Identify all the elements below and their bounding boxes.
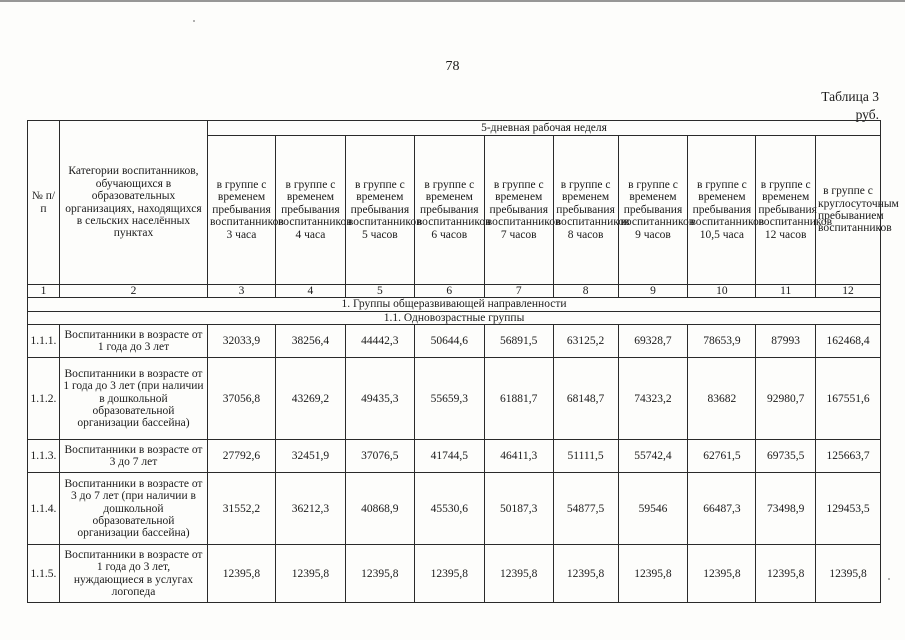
subsection-title: 1.1. Одновозрастные группы <box>28 311 881 324</box>
row-code: 1.1.1. <box>28 325 60 358</box>
row-value: 37056,8 <box>208 358 276 440</box>
row-value: 83682 <box>688 358 756 440</box>
table-row <box>28 440 881 473</box>
column-number: 11 <box>756 285 816 298</box>
row-value: 12395,8 <box>484 545 553 603</box>
row-value: 54877,5 <box>553 473 618 545</box>
row-value: 46411,3 <box>484 440 553 473</box>
header-category: Категории воспитанников, обучающихся в образовательных организациях, находящихся в сельских населённых пунктах <box>59 121 207 285</box>
tariff-table <box>27 120 899 603</box>
row-value: 69328,7 <box>618 325 688 358</box>
row-value: 43269,2 <box>275 358 345 440</box>
column-number: 5 <box>345 285 414 298</box>
row-category: Воспитанники в возрасте от 1 года до 3 лет <box>59 325 207 358</box>
row-value: 78653,9 <box>688 325 756 358</box>
row-value: 12395,8 <box>756 545 816 603</box>
scan-speck <box>888 578 890 580</box>
table-row <box>28 545 881 603</box>
row-value: 62761,5 <box>688 440 756 473</box>
row-value: 12395,8 <box>553 545 618 603</box>
row-category: Воспитанники в возрасте от 1 года до 3 лет (при наличии в дошкольной образовательной организации бассейна) <box>59 358 207 440</box>
row-code: 1.1.2. <box>28 358 60 440</box>
row-value: 12395,8 <box>414 545 484 603</box>
column-number: 7 <box>484 285 553 298</box>
header-col-11: в группе с временем пребывания воспитанников 12 часов <box>756 136 816 285</box>
section-title: 1. Группы общеразвивающей направленности <box>28 298 881 311</box>
table-unit: руб. <box>855 107 879 122</box>
column-number: 2 <box>59 285 207 298</box>
top-border-line <box>0 0 905 2</box>
row-value: 63125,2 <box>553 325 618 358</box>
row-code: 1.1.5. <box>28 545 60 603</box>
row-value: 162468,4 <box>816 325 881 358</box>
row-value: 51111,5 <box>553 440 618 473</box>
table-row <box>28 358 881 440</box>
row-value: 32033,9 <box>208 325 276 358</box>
row-category: Воспитанники в возрасте от 3 до 7 лет (при наличии в дошкольной образовательной организации бассейна) <box>59 473 207 545</box>
row-value: 36212,3 <box>275 473 345 545</box>
row-value: 41744,5 <box>414 440 484 473</box>
page-number: 78 <box>445 59 460 74</box>
row-value: 12395,8 <box>345 545 414 603</box>
row-value: 32451,9 <box>275 440 345 473</box>
scan-speck <box>193 20 195 22</box>
column-number: 4 <box>275 285 345 298</box>
row-code: 1.1.3. <box>28 440 60 473</box>
header-col-5: в группе с временем пребывания воспитанников 5 часов <box>345 136 414 285</box>
row-value: 44442,3 <box>345 325 414 358</box>
section-row <box>28 298 881 311</box>
row-value: 87993 <box>756 325 816 358</box>
row-value: 56891,5 <box>484 325 553 358</box>
header-col-9: в группе с временем пребывания воспитанников 9 часов <box>618 136 688 285</box>
row-value: 37076,5 <box>345 440 414 473</box>
header-col-4: в группе с временем пребывания воспитанников 4 часа <box>275 136 345 285</box>
row-value: 69735,5 <box>756 440 816 473</box>
row-value: 27792,6 <box>208 440 276 473</box>
row-code: 1.1.4. <box>28 473 60 545</box>
row-category: Воспитанники в возрасте от 3 до 7 лет <box>59 440 207 473</box>
row-value: 73498,9 <box>756 473 816 545</box>
header-col-10: в группе с временем пребывания воспитанников 10,5 часа <box>688 136 756 285</box>
row-value: 125663,7 <box>816 440 881 473</box>
row-value: 74323,2 <box>618 358 688 440</box>
column-number: 3 <box>208 285 276 298</box>
row-value: 12395,8 <box>208 545 276 603</box>
header-col-3: в группе с временем пребывания воспитанников 3 часа <box>208 136 276 285</box>
row-value: 12395,8 <box>618 545 688 603</box>
row-value: 61881,7 <box>484 358 553 440</box>
row-value: 12395,8 <box>816 545 881 603</box>
row-value: 38256,4 <box>275 325 345 358</box>
table-row <box>28 473 881 545</box>
row-value: 45530,6 <box>414 473 484 545</box>
row-value: 68148,7 <box>553 358 618 440</box>
row-value: 40868,9 <box>345 473 414 545</box>
row-category: Воспитанники в возрасте от 1 года до 3 лет, нуждающиеся в услугах логопеда <box>59 545 207 603</box>
row-value: 31552,2 <box>208 473 276 545</box>
row-value: 12395,8 <box>275 545 345 603</box>
column-number: 6 <box>414 285 484 298</box>
row-value: 55659,3 <box>414 358 484 440</box>
row-value: 167551,6 <box>816 358 881 440</box>
row-value: 12395,8 <box>688 545 756 603</box>
header-col-7: в группе с временем пребывания воспитанников 7 часов <box>484 136 553 285</box>
header-col-8: в группе с временем пребывания воспитанников 8 часов <box>553 136 618 285</box>
row-value: 55742,4 <box>618 440 688 473</box>
column-number: 8 <box>553 285 618 298</box>
column-number: 9 <box>618 285 688 298</box>
column-number: 12 <box>816 285 881 298</box>
row-value: 129453,5 <box>816 473 881 545</box>
header-col-6: в группе с временем пребывания воспитанников 6 часов <box>414 136 484 285</box>
table-body <box>28 298 881 603</box>
row-value: 59546 <box>618 473 688 545</box>
column-number: 1 <box>28 285 60 298</box>
column-number: 10 <box>688 285 756 298</box>
row-value: 49435,3 <box>345 358 414 440</box>
header-no: № п/п <box>28 121 60 285</box>
table-caption: Таблица 3 <box>821 89 879 104</box>
header-week-group: 5-дневная рабочая неделя <box>208 121 881 136</box>
subsection-row <box>28 311 881 324</box>
row-value: 66487,3 <box>688 473 756 545</box>
table-row <box>28 325 881 358</box>
row-value: 50644,6 <box>414 325 484 358</box>
header-col-12: в группе с круглосуточным пребыванием воспитанников <box>816 136 881 285</box>
column-numbers-row <box>28 285 881 298</box>
row-value: 50187,3 <box>484 473 553 545</box>
row-value: 92980,7 <box>756 358 816 440</box>
